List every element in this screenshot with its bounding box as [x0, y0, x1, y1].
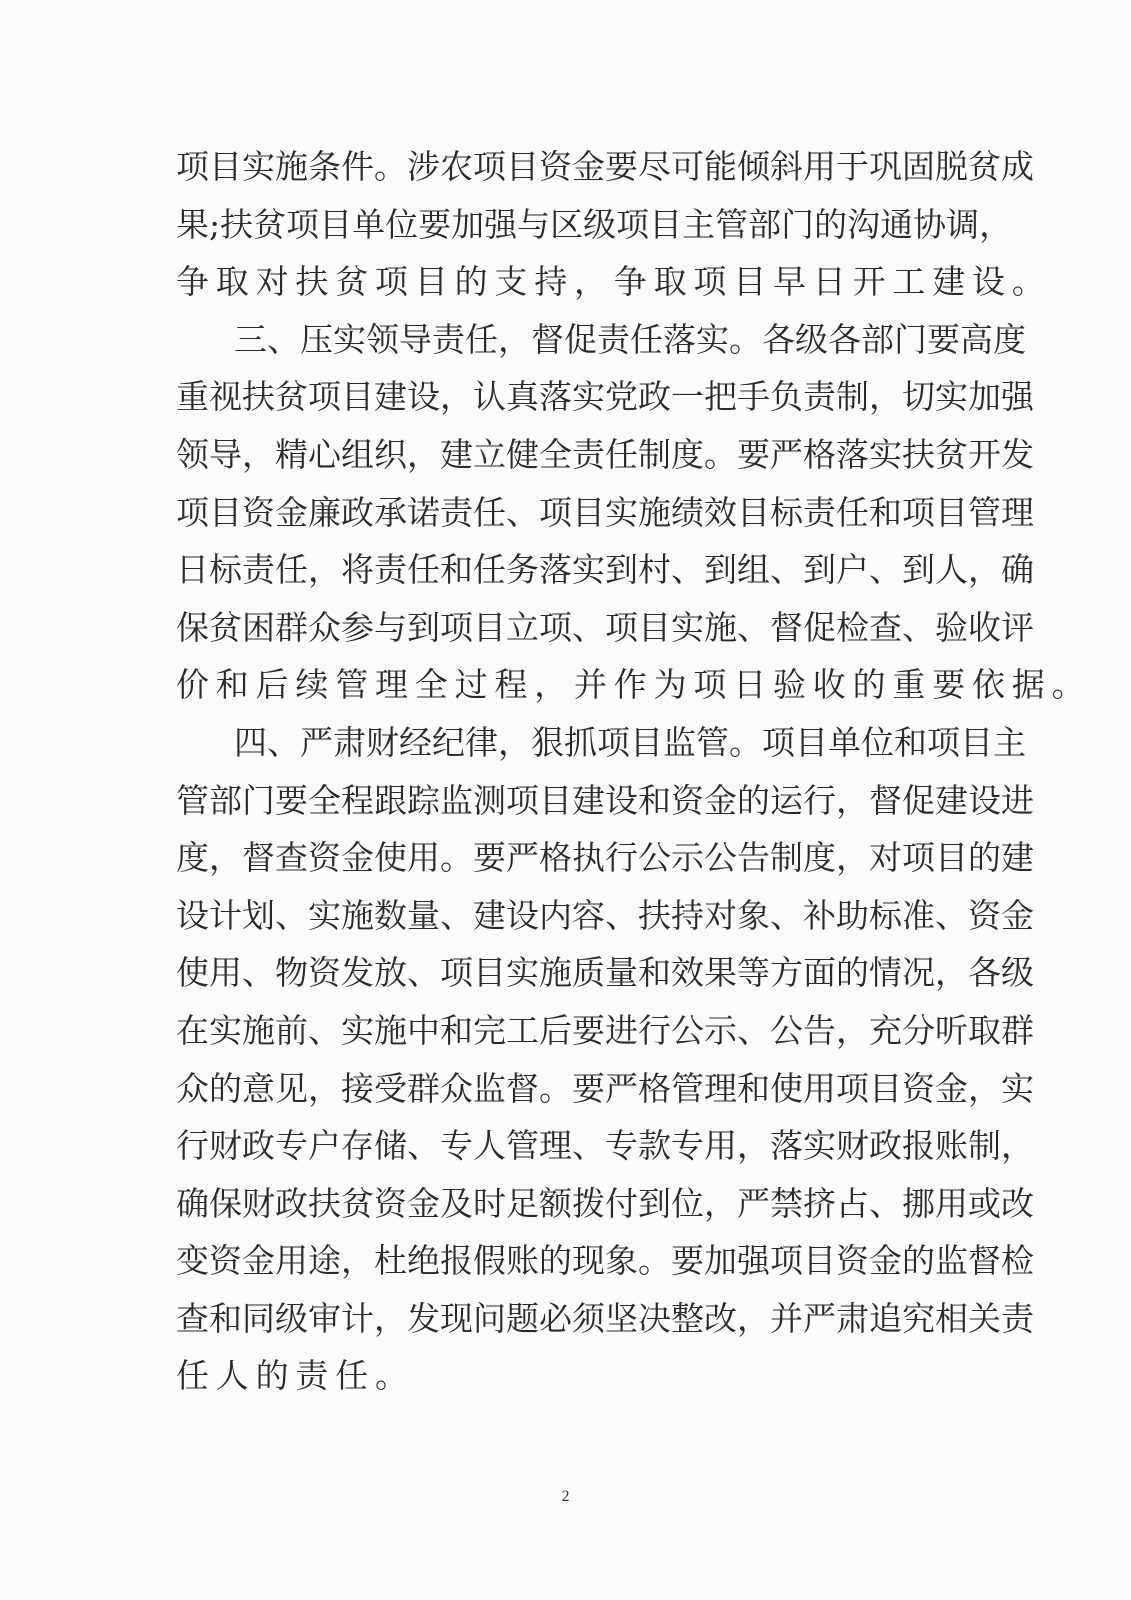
text-line: 日标责任，将责任和任务落实到村、到组、到户、到人，确	[176, 550, 1034, 590]
section-heading-line: 四、严肃财经纪律，狠抓项目监管。项目单位和项目主	[234, 722, 1026, 762]
text-line: 在实施前、实施中和完工后要进行公示、公告，充分听取群	[176, 1010, 1034, 1050]
text-line: 使用、物资发放、项目实施质量和效果等方面的情况，各级	[176, 953, 1034, 993]
page-number: 2	[561, 1488, 570, 1505]
text-line: 项目实施条件。涉农项目资金要尽可能倾斜用于巩固脱贫成	[176, 147, 1034, 186]
text-line: 查和同级审计，发现问题必须坚决整改，并严肃追究相关责	[176, 1298, 1034, 1338]
section-heading-line: 三、压实领导责任，督促责任落实。各级各部门要高度	[234, 319, 1026, 359]
text-line: 管部门要全程跟踪监测项目建设和资金的运行，督促建设进	[176, 780, 1034, 820]
text-line: 果;扶贫项目单位要加强与区级项目主管部门的沟通协调，	[176, 204, 1013, 244]
text-line: 众的意见，接受群众监督。要严格管理和使用项目资金，实	[176, 1068, 1034, 1108]
text-line: 项目资金廉政承诺责任、项目实施绩效目标责任和项目管理	[176, 492, 1034, 532]
text-line: 度，督查资金使用。要严格执行公示公告制度，对项目的建	[176, 838, 1034, 878]
body-text	[176, 138, 1092, 1405]
text-line: 领导，精心组织，建立健全责任制度。要严格落实扶贫开发	[176, 434, 1034, 474]
text-line: 重视扶贫项目建设，认真落实党政一把手负责制，切实加强	[176, 377, 1034, 417]
text-line: 行财政专户存储、专人管理、专款专用，落实财政报账制，	[176, 1126, 1034, 1166]
text-line: 变资金用途，杜绝报假账的现象。要加强项目资金的监督检	[176, 1241, 1034, 1281]
text-line: 确保财政扶贫资金及时足额拨付到位，严禁挤占、挪用或改	[176, 1183, 1034, 1223]
text-line: 保贫困群众参与到项目立项、项目实施、督促检查、验收评	[176, 607, 1034, 647]
text-line: 价和后续管理全过程，并作为项日验收的重要依据。	[176, 665, 1092, 705]
text-line: 争取对扶贫项目的支持，争取项目早日开工建设。	[176, 262, 1052, 302]
text-line: 设计划、实施数量、建设内容、扶持对象、补助标准、资金	[176, 895, 1034, 935]
text-line: 任人的责任。	[176, 1356, 415, 1396]
